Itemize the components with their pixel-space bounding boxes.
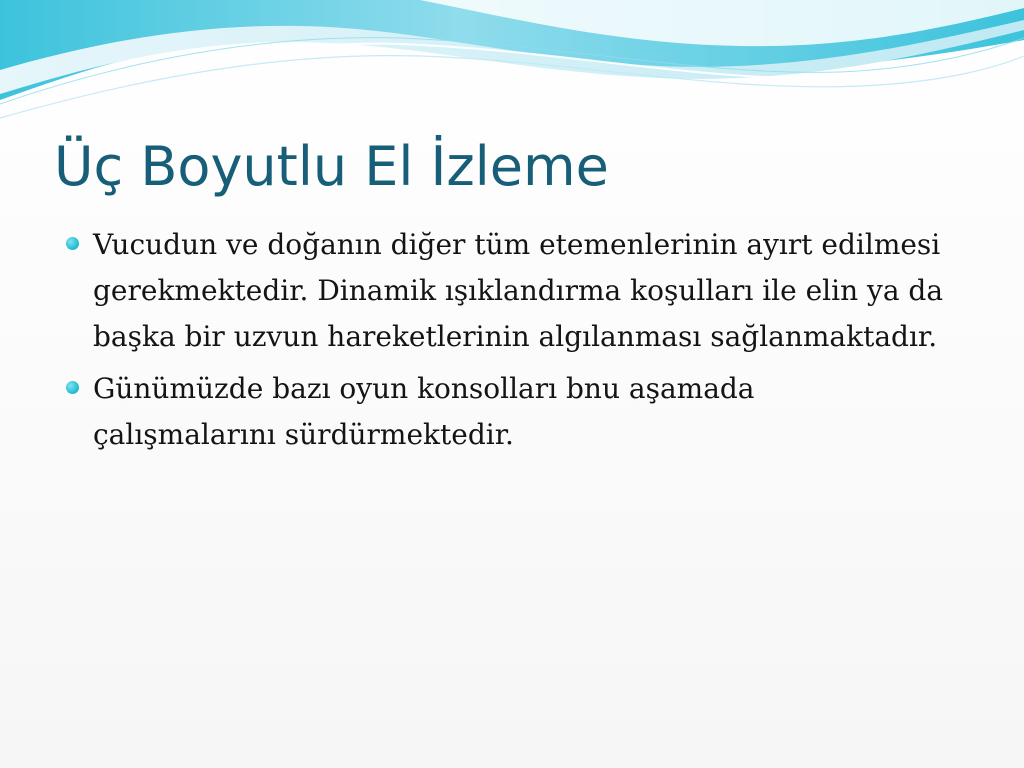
- round-bullet-icon: [66, 237, 79, 250]
- bullet-text: Günümüzde bazı oyun konsolları bnu aşamada çalışmalarını sürdürmektedir.: [93, 372, 755, 451]
- bullet-item: [66, 222, 946, 360]
- bullet-text: Vucudun ve doğanın diğer tüm etemenlerinin ayırt edilmesi gerekmektedir. Dinamik ışıklandırma koşulları ile elin ya da başka bir uzvun hareketlerinin algılanması sağlanmaktadır.: [93, 228, 944, 353]
- bullet-list: [66, 222, 946, 464]
- wave-decoration: [0, 0, 1024, 130]
- slide-title: Üç Boyutlu El İzleme: [54, 135, 609, 198]
- round-bullet-icon: [66, 381, 79, 394]
- bullet-item: [66, 366, 946, 458]
